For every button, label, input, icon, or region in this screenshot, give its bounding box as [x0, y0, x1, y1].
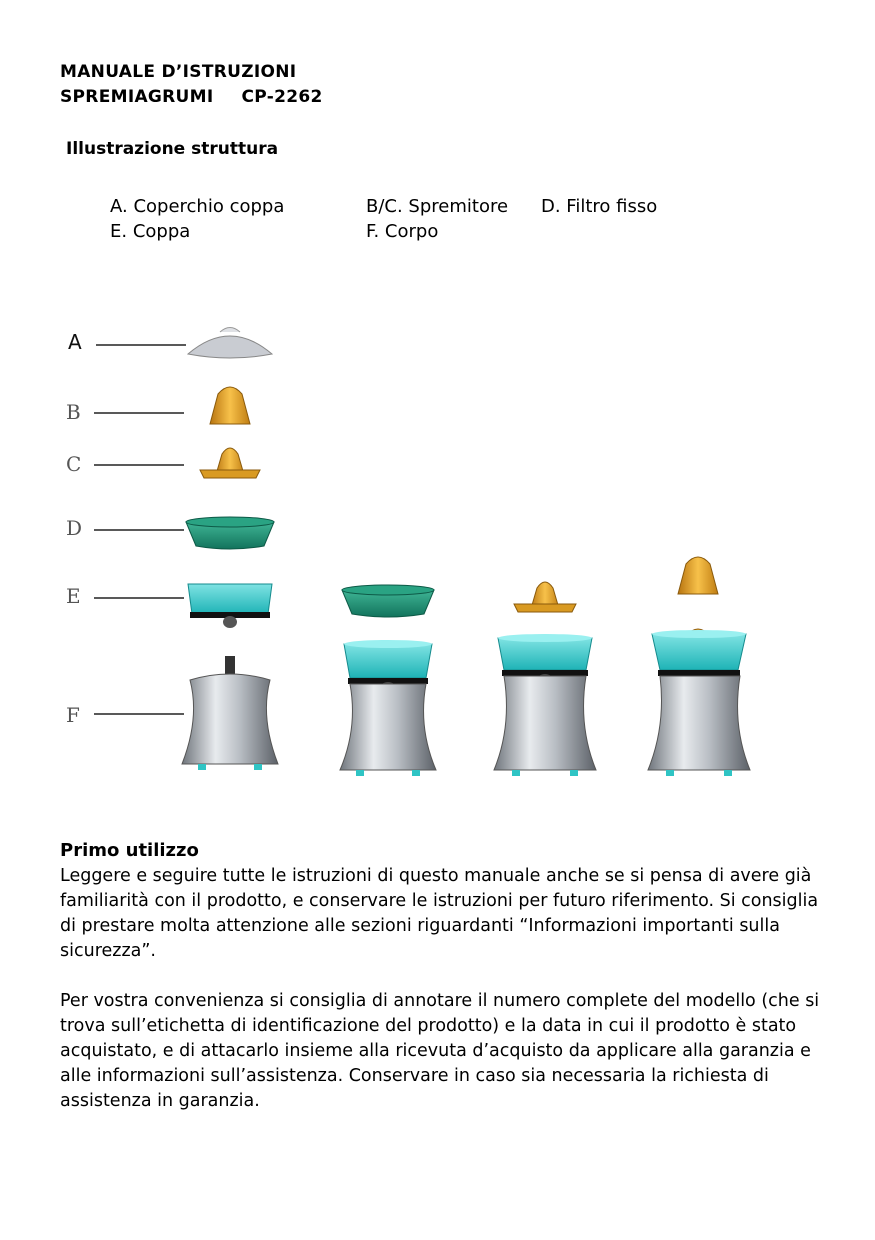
cup-lid-part [188, 328, 272, 359]
cup-part [188, 584, 272, 628]
first-use-title: Primo utilizzo [60, 840, 199, 861]
structure-title: Illustrazione struttura [66, 139, 279, 159]
figure-label-c: C [66, 452, 82, 476]
assembly-step-3 [648, 557, 750, 776]
assembly-step-1 [340, 585, 436, 776]
figure-label-f: F [66, 703, 80, 727]
fixed-filter-part [186, 517, 274, 549]
first-use-paragraph-1 [60, 864, 820, 964]
part-f-label: F. Corpo [366, 221, 439, 242]
structure-illustration [60, 318, 760, 788]
parts-list [110, 194, 657, 244]
juicer-exploded-view [60, 318, 760, 788]
part-d-label: D. Filtro fisso [541, 196, 658, 217]
reamer-c-part [200, 448, 260, 478]
first-use-paragraph-2 [60, 989, 820, 1114]
manual-title: MANUALE D’ISTRUZIONI [60, 62, 297, 82]
figure-label-d: D [66, 516, 83, 540]
part-a-label: A. Coperchio coppa [110, 196, 285, 217]
part-e-label: E. Coppa [110, 221, 191, 242]
parts-row [110, 219, 657, 244]
figure-label-b: B [66, 400, 81, 424]
body-part [182, 656, 278, 770]
paragraph-text: Leggere e seguire tutte le istruzioni di questo manuale anche se si pensa di avere già familiarità con il prodotto, e conservare le istruzioni per futuro riferimento. Si consiglia di prestare molta attenzione alle sezioni riguardanti “Informazioni importanti sulla sicurezza”. [60, 866, 819, 961]
parts-row [110, 194, 657, 219]
product-name: SPREMIAGRUMI [60, 87, 214, 107]
model-number: CP-2262 [241, 87, 323, 107]
product-line [60, 85, 323, 110]
document-header [60, 60, 323, 110]
reamer-b-part [210, 387, 250, 424]
assembly-step-2 [494, 582, 596, 776]
paragraph-text: Per vostra convenienza si consiglia di annotare il numero complete del modello (che si trova sull’etichetta di identificazione del prodotto) e la data in cui il prodotto è stato acquistato, e di attacarlo insieme alla ricevuta d’acquisto da applicare alla garanzia e alle informazioni sull’assistenza. Conservare in caso sia necessaria la richiesta di assistenza in garanzia. [60, 991, 820, 1111]
figure-label-a: A [68, 330, 82, 354]
part-bc-label: B/C. Spremitore [366, 196, 509, 217]
figure-label-e: E [66, 584, 81, 608]
